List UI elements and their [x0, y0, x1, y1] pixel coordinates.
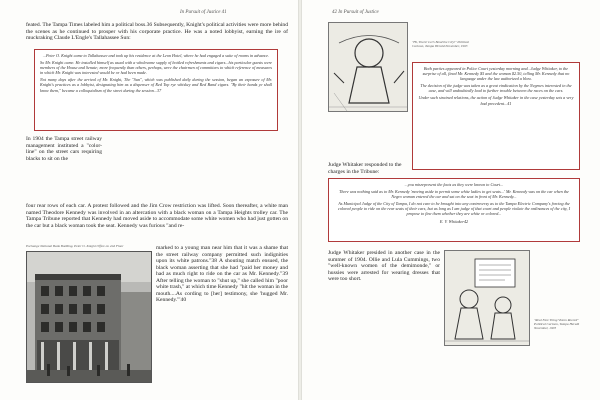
quote-signature: E. V. Whitaker42 [439, 218, 469, 224]
photo-caption: Exchange National Bank Building, Peter O. Knight Office on 2nd Floor [26, 244, 124, 248]
quote-paragraph: ...you misrepresent the facts as they were known to Court... [404, 182, 504, 187]
quote-paragraph: Not many days after the arrival of Mr. Knight, The "Sun", which was published daily during the session, began an exposure of Mr. Knight's practices as a lobbyist, designating him as a dispenser of Red Top rye whiskey and Red Band cigars. "By their hands ye shall know them," became a colloquialism of the street during the session...37 [40, 77, 272, 93]
right-page [302, 0, 600, 400]
cartoon-drawing-icon [329, 23, 408, 112]
quote-paragraph: So Mr. Knight came. He installed himself as usual with a wholesome supply of bottled refreshments and cigars...his particular guests were members of the House and Senate; more frequently than others, perhaps, were the chairmen of committees to which reference of measures in which Mr. Knight was interested would be or had been made. [40, 60, 272, 76]
cartoon1-caption: "Hi, There! Let's Bend the City!" Political Cartoon, Tampa Herald November, 1903 [412, 40, 470, 49]
quote-box-tallahassee-sun [34, 49, 278, 131]
political-cartoon-1 [328, 22, 408, 112]
running-head-left: In Pursuit of Justice 41 [180, 10, 227, 15]
paragraph-responded: Judge Whitaker responded to the charges in the Tribune: [328, 162, 402, 175]
quote-paragraph: As Municipal Judge of the City of Tampa, I do not care to be brought into any controversy as to the Tampa Electric Company's forcing the colored people to ride on the rear seats of their cars, but as long as I am judge of that court and people violate the ordinances of the city, I propose to fine them whether they are white or colored... [337, 201, 571, 217]
quote-paragraph: Under such strained relations, the action of Judge Whitaker in the case yesterday sets a very bad precedent...41 [418, 95, 574, 106]
paragraph-intro: feated. The Tampa Times labeled him a political boss.36 Subsequently, Knight's political activities were more behind the scenes as he continued to prosper with his corporate practice. He was a noted lobbyist, earning the ire of muckraking Claude L'Engle's Tallahassee Sun: [26, 22, 288, 42]
building-image-icon [27, 252, 152, 383]
quote-paragraph: Both parties appeared in Police Court yesterday morning and...Judge Whitaker, to the surprise of all, fined Mr. Kennedy $5 and the woman $2.50, telling Mr. Kennedy that no language under the law authorized a blow. [422, 66, 570, 82]
bank-building-photo [26, 251, 152, 383]
quote-box-whitaker [328, 178, 580, 242]
paragraph-shouting-match: marked to a young man near him that it was a shame that the street railway company permitted such indignities upon its white patrons."38 A shouting match ensued, the black woman asserting that she had "paid her money and had as much right to ride on the car as Mr. Kennedy."39 After telling the woman to "shut up," she called him "poor white trash," at which time Kennedy "hit the woman in the mouth....As cording to [her] testimony, she 'hugged Mr. Kennedy.'"40 [156, 245, 288, 304]
cartoon2-caption: "Real Nice Thing Vision Record" Political Cartoon, Tampa Herald November, 1903 [534, 318, 580, 331]
paragraph-kennedy: four rear rows of each car. A protest followed and the Jim Crow restriction was lifted. Soon thereafter, a white man named Theodore Kennedy was involved in an altercation with a black woman on a Tampa Heights trolley car. The Tampa Tribune reported that Kennedy had moved aside to accommodate some white women who had just gotten on the car but a black woman took the seat. Kennedy was furious "and re- [26, 203, 288, 229]
running-head-right: 42 In Pursuit of Justice [332, 10, 379, 15]
paragraph-cummings: Judge Whitaker presided in another case in the summer of 1904. Ollie and Lula Cummings, two "well-known women of the demimonde," or hussies were arrested for wearing dresses that were too short. [328, 250, 440, 283]
cartoon-drawing-icon [445, 251, 530, 346]
quote-paragraph: The decision of the judge was taken as a great vindication by the Negroes interested in the case, and will undoubtedly lead to further trouble between the races on the cars. [420, 83, 572, 94]
quote-paragraph: There was nothing said as to Mr. Kennedy 'moving aside to permit some white ladies to get seats...' Mr. Kennedy was on the car when the Negro woman entered the car and sat on the seat in front of Mr. Kennedy... [339, 189, 569, 200]
left-page [0, 0, 298, 400]
political-cartoon-2 [444, 250, 530, 346]
paragraph-color-line: In 1904 the Tampa street railway management instituted a "color-line" on the street cars requiring blacks to sit on the [26, 136, 102, 162]
quote-box-police-court [412, 62, 580, 170]
quote-paragraph: ...Peter O. Knight came to Tallahassee and took up his residence at the Leon Hotel, where he had engaged a suite of rooms in advance. [42, 53, 270, 58]
